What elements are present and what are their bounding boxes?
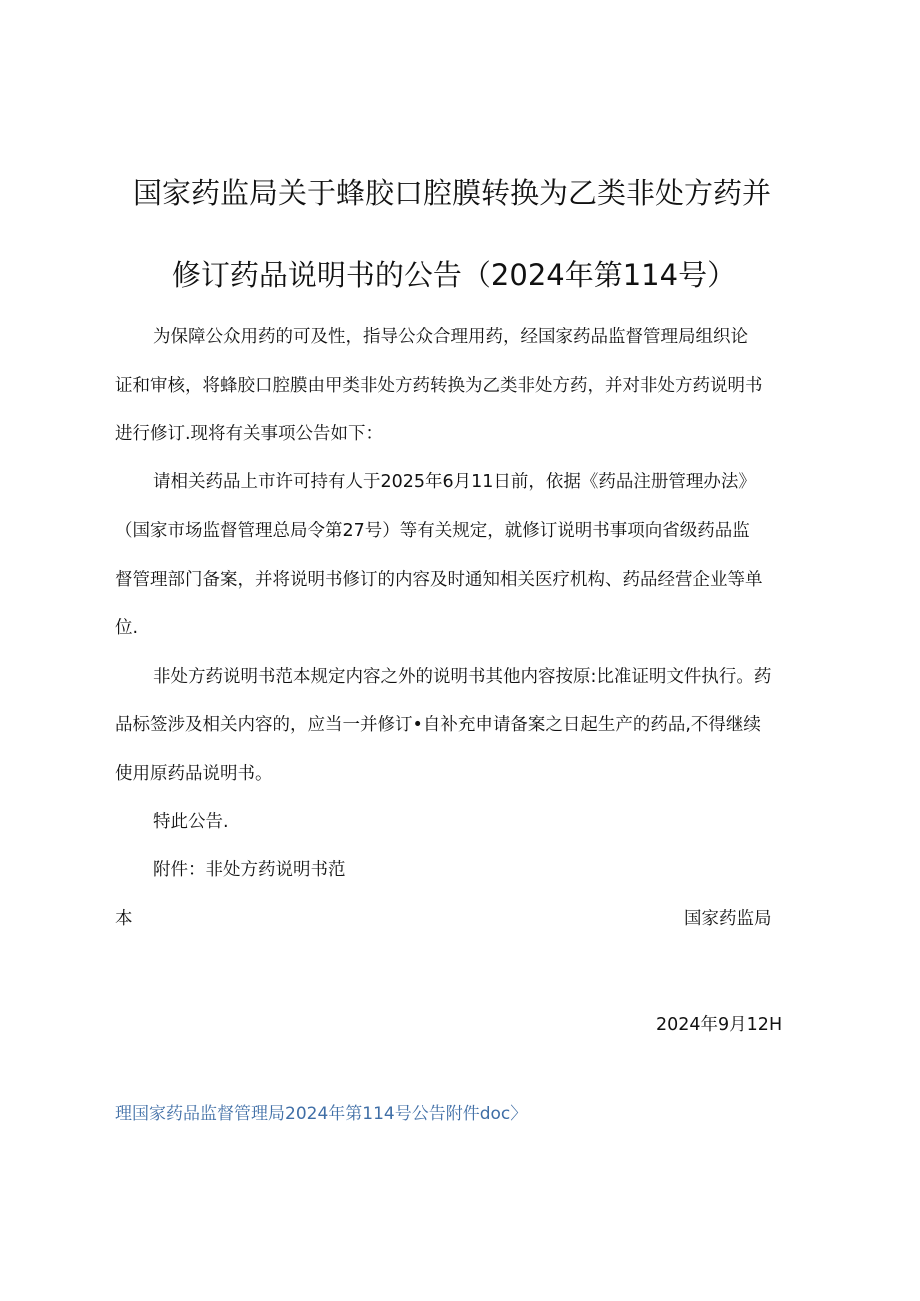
document-title-line-1: 国家药监局关于蜂胶口腔膜转换为乙类非处方药并 bbox=[132, 176, 771, 210]
closing-statement: 特此公告. bbox=[153, 812, 229, 832]
paragraph-2-line-2: （国家市场监督管理总局令第27号）等有关规定，就修订说明书事项向省级药品监 bbox=[115, 521, 750, 541]
signature-left-char: 本 bbox=[115, 909, 133, 929]
paragraph-3-line-3: 使用原药品说明书。 bbox=[115, 764, 273, 784]
attachment-note: 附件：非处方药说明书范 bbox=[153, 860, 346, 880]
attachment-download-link[interactable]: 理国家药品监督管理局2024年第114号公告附件doc〉 bbox=[115, 1104, 528, 1124]
paragraph-3-line-2: 品标签涉及相关内容的，应当一并修订•自补充申请备案之日起生产的药品,不得继续 bbox=[115, 715, 761, 735]
document-title-line-2: 修订药品说明书的公告（2024年第114号） bbox=[171, 258, 737, 292]
paragraph-1-line-2: 证和审核，将蜂胶口腔膜由甲类非处方药转换为乙类非处方药，并对非处方药说明书 bbox=[115, 376, 763, 396]
issue-date: 2024年9月12H bbox=[656, 1015, 783, 1035]
paragraph-1-line-1: 为保障公众用药的可及性，指导公众合理用药，经国家药品监督管理局组织论 bbox=[153, 327, 748, 347]
paragraph-2-line-3: 督管理部门备案，并将说明书修订的内容及时通知相关医疗机构、药品经营企业等单 bbox=[115, 570, 763, 590]
paragraph-1-line-3: 进行修订.现将有关事项公告如下： bbox=[115, 424, 384, 444]
paragraph-2-line-4: 位. bbox=[115, 618, 139, 638]
paragraph-2-line-1: 请相关药品上市许可持有人于2025年6月11日前，依据《药品注册管理办法》 bbox=[153, 472, 756, 492]
issuer-name: 国家药监局 bbox=[684, 909, 772, 929]
paragraph-3-line-1: 非处方药说明书范本规定内容之外的说明书其他内容按原:比准证明文件执行。药 bbox=[153, 667, 772, 687]
